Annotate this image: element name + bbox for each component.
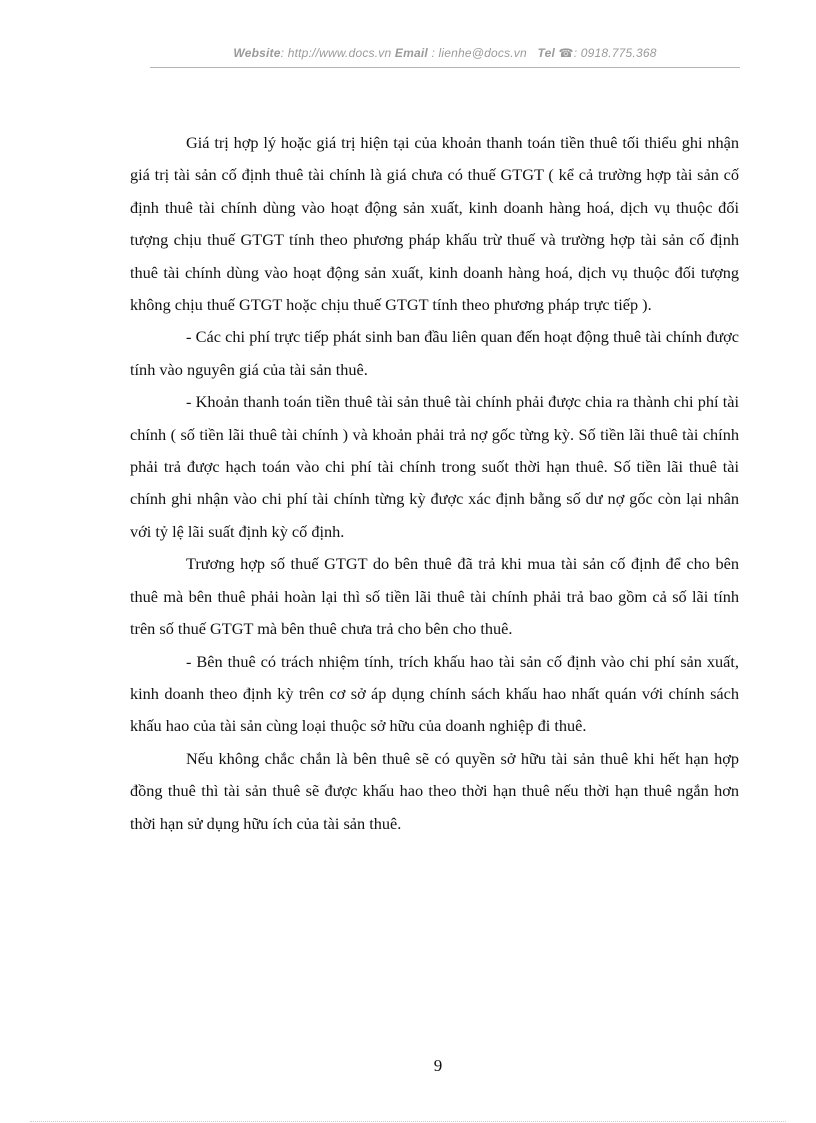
paragraph-3: - Khoản thanh toán tiền thuê tài sản thuê tài chính phải được chia ra thành chi phí tài chính ( số tiền lãi thuê tài chính ) và khoản phải trả nợ gốc từng kỳ. Số tiền lãi thuê tài chính phải trả được hạch toán vào chi phí tài chính trong suốt thời hạn thuê. Số tiền lãi thuê tài chính ghi nhận vào chi phí tài chính từng kỳ được xác định bằng số dư nợ gốc còn lại nhân với tỷ lệ lãi suất định kỳ cố định. — [130, 392, 739, 541]
email-label: Email — [394, 46, 428, 60]
email-value: : lienhe@docs.vn — [427, 46, 527, 60]
phone-icon: ☎ — [558, 46, 574, 60]
document-body — [130, 127, 739, 840]
page-header — [150, 46, 740, 60]
footer-divider — [30, 1121, 786, 1122]
paragraph-1: Giá trị hợp lý hoặc giá trị hiện tại của khoản thanh toán tiền thuê tối thiểu ghi nhận giá trị tài sản cố định thuê tài chính là giá chưa có thuế GTGT ( kể cả trường hợp tài sản cố định thuê tài chính dùng vào hoạt động sản xuất, kinh doanh hàng hoá, dịch vụ thuộc đối tượng chịu thuế GTGT tính theo phương pháp khấu trừ thuế và trường hợp tài sản cố định thuê tài chính dùng vào hoạt động sản xuất, kinh doanh hàng hoá, dịch vụ thuộc đối tượng không chịu thuế GTGT hoặc chịu thuế GTGT tính theo phương pháp trực tiếp ). — [130, 133, 739, 315]
page-number: 9 — [433, 1056, 443, 1075]
website-label: Website — [233, 46, 281, 60]
paragraph-5: - Bên thuê có trách nhiệm tính, trích khấu hao tài sản cố định vào chi phí sản xuất, kinh doanh theo định kỳ trên cơ sở áp dụng chính sách khấu hao nhất quán với chính sách khấu hao của tài sản cùng loại thuộc sở hữu của doanh nghiệp đi thuê. — [130, 651, 739, 736]
tel-value: : 0918.775.368 — [573, 46, 657, 60]
website-value: : http://www.docs.vn — [280, 46, 392, 60]
paragraph-6: Nếu không chắc chắn là bên thuê sẽ có quyền sở hữu tài sản thuê khi hết hạn hợp đồng thuê thì tài sản thuê sẽ được khấu hao theo thời hạn thuê nếu thời hạn thuê ngắn hơn thời hạn sử dụng hữu ích của tài sản thuê. — [130, 748, 739, 833]
paragraph-4: Trương hợp số thuế GTGT do bên thuê đã trả khi mua tài sản cố định để cho bên thuê mà bên thuê phải hoàn lại thì số tiền lãi thuê tài chính phải trả bao gồm cả số lãi tính trên số thuế GTGT mà bên thuê chưa trả cho bên cho thuê. — [130, 554, 739, 639]
tel-label: Tel — [537, 46, 555, 60]
paragraph-2: - Các chi phí trực tiếp phát sinh ban đầu liên quan đến hoạt động thuê tài chính được tính vào nguyên giá của tài sản thuê. — [130, 327, 739, 379]
header-divider — [150, 67, 740, 68]
